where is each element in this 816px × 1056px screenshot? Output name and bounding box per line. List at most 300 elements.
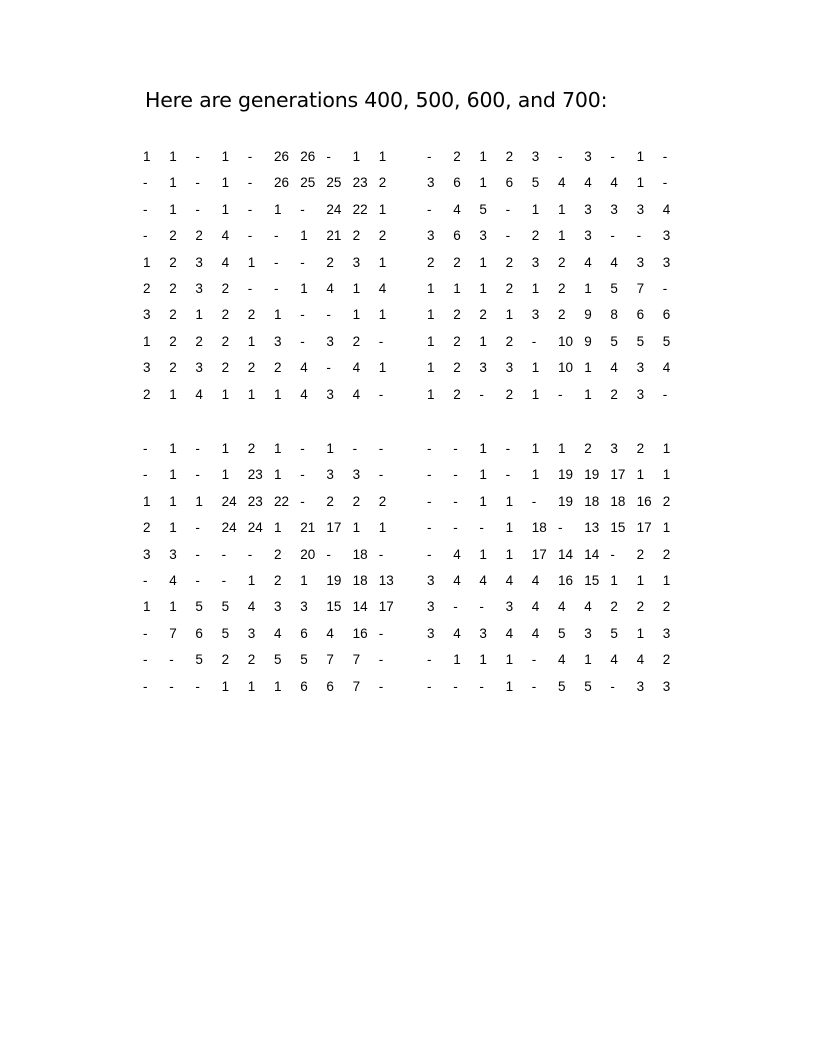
grid-cell: 1 xyxy=(378,201,387,217)
grid-cell: - xyxy=(453,678,458,694)
grid-cell: 6 xyxy=(636,307,645,323)
grid-cell: 3 xyxy=(610,441,618,456)
grid-cell: 1 xyxy=(221,467,230,483)
grid-cell: 1 xyxy=(479,493,487,509)
grid-cell: 9 xyxy=(584,307,592,323)
grid-cell: 1 xyxy=(169,493,177,509)
grid-cell: 5 xyxy=(636,333,645,349)
grid-cell: - xyxy=(479,386,484,402)
grid-cell: 3 xyxy=(531,254,540,270)
grid-cell: 3 xyxy=(479,625,487,641)
grid-cell: 1 xyxy=(169,201,177,217)
grid-cell: 1 xyxy=(274,520,282,536)
grid-cell: 1 xyxy=(352,520,361,536)
grid-cell: - xyxy=(610,546,615,562)
grid-cell: 2 xyxy=(247,441,256,456)
grid-cell: - xyxy=(195,678,200,694)
grid-cell: 3 xyxy=(636,254,645,270)
grid-cell: 1 xyxy=(505,678,514,694)
grid-cell: 20 xyxy=(300,546,316,562)
grid-cell: 4 xyxy=(169,573,177,588)
grid-cell: 5 xyxy=(221,625,230,641)
grid-cell: - xyxy=(531,652,537,668)
grid-cell: 2 xyxy=(378,175,387,191)
grid-cell: 3 xyxy=(662,254,671,270)
grid-cell: 23 xyxy=(247,467,263,483)
grid-cell: 1 xyxy=(378,520,387,536)
grid-cell: 1 xyxy=(479,149,487,164)
grid-cell: 4 xyxy=(584,175,592,191)
grid-cell: - xyxy=(143,652,148,668)
grid-cell: - xyxy=(662,386,668,402)
grid-cell: 3 xyxy=(143,307,151,323)
grid-cell: 3 xyxy=(505,599,514,615)
grid-cell: - xyxy=(300,333,305,349)
grid-cell: - xyxy=(453,467,458,483)
grid-cell: 4 xyxy=(662,360,671,376)
grid-cell: - xyxy=(195,175,200,191)
grid-cell: 1 xyxy=(143,254,151,270)
grid-cell: 4 xyxy=(453,201,461,217)
grid-cell: 3 xyxy=(479,228,487,244)
grid-cell: - xyxy=(300,307,305,323)
grid-cell: 2 xyxy=(558,307,566,323)
grid-cell: 7 xyxy=(352,652,361,668)
grid-cell: - xyxy=(378,546,384,562)
grid-cell: 19 xyxy=(584,467,600,483)
grid-cell: 3 xyxy=(274,333,282,349)
grid-cell: 3 xyxy=(143,546,151,562)
grid-cell: 21 xyxy=(300,520,316,536)
grid-cell: 2 xyxy=(427,254,435,270)
grid-cell: 24 xyxy=(221,493,237,509)
grid-cell: 1 xyxy=(427,360,435,376)
grid-cell: 1 xyxy=(143,333,151,349)
grid-cell: 3 xyxy=(531,149,540,164)
grid-cell: 1 xyxy=(662,573,671,588)
grid-cell: - xyxy=(247,201,253,217)
grid-cell: 25 xyxy=(300,175,316,191)
grid-cell: 16 xyxy=(352,625,368,641)
grid-cell: 6 xyxy=(662,307,671,323)
grid-cell: 6 xyxy=(300,678,308,694)
grid-cell: 4 xyxy=(326,281,334,296)
grid-cell: 6 xyxy=(453,228,461,244)
grid-cell: 3 xyxy=(427,573,435,588)
grid-cell: 2 xyxy=(479,307,487,323)
grid-cell: 1 xyxy=(300,573,308,588)
grid-cell: 17 xyxy=(610,467,626,483)
grid-cell: 5 xyxy=(195,652,203,668)
grid-cell: 1 xyxy=(221,678,230,694)
grid-cell: - xyxy=(531,678,537,694)
grid-cell: 1 xyxy=(427,386,435,402)
grid-cell: 3 xyxy=(662,678,671,694)
grid-cell: 1 xyxy=(221,201,230,217)
grid-cell: 4 xyxy=(558,652,566,668)
grid-cell: 23 xyxy=(352,175,368,191)
grid-cell: - xyxy=(479,520,484,536)
grid-cell: - xyxy=(143,441,148,456)
grid-cell: - xyxy=(427,149,432,164)
grid-cell: - xyxy=(274,228,279,244)
grid-cell: 1 xyxy=(531,281,540,296)
grid-cell: 1 xyxy=(636,467,645,483)
grid-cell: 18 xyxy=(531,520,547,536)
grid-cell: 3 xyxy=(274,599,282,615)
grid-cell: 1 xyxy=(505,493,514,509)
grid-cell: - xyxy=(453,441,458,456)
grid-cell: 15 xyxy=(584,573,600,588)
grid-cell: 1 xyxy=(378,360,387,376)
grid-cell: 1 xyxy=(247,254,256,270)
grid-cell: 1 xyxy=(584,386,592,402)
grid-cell: 3 xyxy=(352,467,361,483)
grid-cell: 2 xyxy=(453,149,461,164)
grid-cell: 1 xyxy=(326,441,334,456)
grid-cell: 4 xyxy=(453,573,461,588)
grid-cell: 2 xyxy=(662,652,671,668)
grid-cell: - xyxy=(531,333,537,349)
grid-cell: 2 xyxy=(247,360,256,376)
grid-cell: - xyxy=(610,149,615,164)
grid-cell: - xyxy=(221,546,227,562)
grid-cell: 3 xyxy=(326,467,334,483)
page-heading: Here are generations 400, 500, 600, and 700: xyxy=(145,88,608,112)
grid-cell: 2 xyxy=(584,441,592,456)
grid-cell: - xyxy=(378,625,384,641)
grid-cell: 1 xyxy=(221,149,230,164)
grid-cell: 5 xyxy=(479,201,487,217)
grid-cell: 6 xyxy=(326,678,334,694)
grid-cell: 5 xyxy=(610,625,618,641)
grid-cell: 16 xyxy=(636,493,652,509)
grid-cell: 13 xyxy=(378,573,394,588)
grid-cell: 1 xyxy=(378,254,387,270)
grid-cell: - xyxy=(453,493,458,509)
grid-cell: 26 xyxy=(274,175,290,191)
grid-cell: 3 xyxy=(427,625,435,641)
grid-cell: 2 xyxy=(221,281,230,296)
grid-cell: 3 xyxy=(427,175,435,191)
grid-cell: 2 xyxy=(453,307,461,323)
grid-cell: - xyxy=(427,201,432,217)
grid-cell: 2 xyxy=(352,333,361,349)
grid-cell: 1 xyxy=(169,386,177,402)
grid-cell: 2 xyxy=(143,520,151,536)
grid-cell: 2 xyxy=(221,333,230,349)
grid-cell: 2 xyxy=(636,599,645,615)
grid-cell: 4 xyxy=(505,573,514,588)
grid-cell: 4 xyxy=(531,573,540,588)
grid-cell: 1 xyxy=(143,493,151,509)
grid-cell: 2 xyxy=(352,228,361,244)
grid-cell: 4 xyxy=(195,386,203,402)
grid-cell: 2 xyxy=(169,307,177,323)
grid-cell: 4 xyxy=(352,360,361,376)
grid-cell: 6 xyxy=(300,625,308,641)
grid-cell: 1 xyxy=(247,678,256,694)
grid-cell: - xyxy=(427,652,432,668)
grid-cell: - xyxy=(427,520,432,536)
grid-cell: - xyxy=(352,441,358,456)
grid-cell: 2 xyxy=(326,493,334,509)
grid-cell: 4 xyxy=(531,599,540,615)
grid-cell: - xyxy=(378,333,384,349)
grid-cell: 1 xyxy=(300,281,308,296)
grid-cell: 22 xyxy=(274,493,290,509)
grid-cell: 1 xyxy=(584,652,592,668)
grid-cell: 3 xyxy=(352,254,361,270)
grid-cell: 3 xyxy=(662,228,671,244)
grid-cell: 14 xyxy=(558,546,574,562)
grid-cell: 4 xyxy=(610,254,618,270)
grid-cell: 1 xyxy=(169,149,177,164)
grid-cell: 1 xyxy=(479,175,487,191)
grid-cell: - xyxy=(300,441,305,456)
grid-cell: 2 xyxy=(221,652,230,668)
grid-cell: 1 xyxy=(531,467,540,483)
grid-cell: 19 xyxy=(558,467,574,483)
grid-cell: 7 xyxy=(169,625,177,641)
grid-cell: 21 xyxy=(326,228,342,244)
grid-cell: 22 xyxy=(352,201,368,217)
grid-cell: 4 xyxy=(352,386,361,402)
grid-cell: 3 xyxy=(300,599,308,615)
grid-cell: - xyxy=(505,467,511,483)
grid-cell: 24 xyxy=(326,201,342,217)
grid-cell: 1 xyxy=(636,625,645,641)
grid-cell: 1 xyxy=(195,307,203,323)
grid-cell: 1 xyxy=(427,333,435,349)
grid-cell: 2 xyxy=(274,546,282,562)
grid-cell: 5 xyxy=(558,625,566,641)
grid-cell: 14 xyxy=(352,599,368,615)
grid-cell: 1 xyxy=(505,546,514,562)
grid-cell: 8 xyxy=(610,307,618,323)
grid-cell: 1 xyxy=(584,360,592,376)
grid-cell: 2 xyxy=(558,254,566,270)
grid-cell: 2 xyxy=(505,149,514,164)
grid-cell: - xyxy=(274,281,279,296)
grid-cell: 2 xyxy=(169,281,177,296)
grid-cell: - xyxy=(531,493,537,509)
grid-cell: 1 xyxy=(531,386,540,402)
grid-cell: - xyxy=(427,546,432,562)
grid-cell: 6 xyxy=(453,175,461,191)
grid-cell: - xyxy=(247,175,253,191)
grid-cell: - xyxy=(169,652,174,668)
grid-cell: 2 xyxy=(505,281,514,296)
grid-cell: 1 xyxy=(274,441,282,456)
grid-cell: 2 xyxy=(326,254,334,270)
grid-cell: 1 xyxy=(531,201,540,217)
grid-cell: 4 xyxy=(221,228,230,244)
grid-cell: 7 xyxy=(352,678,361,694)
grid-cell: 3 xyxy=(584,149,592,164)
grid-cell: 2 xyxy=(636,441,645,456)
grid-cell: 2 xyxy=(169,360,177,376)
grid-cell: 4 xyxy=(610,175,618,191)
grid-cell: 1 xyxy=(453,652,461,668)
grid-cell: - xyxy=(427,441,432,456)
grid-cell: - xyxy=(247,281,253,296)
grid-cell: 1 xyxy=(479,254,487,270)
grid-cell: 1 xyxy=(247,573,256,588)
grid-cell: 4 xyxy=(662,201,671,217)
grid-cell: - xyxy=(274,254,279,270)
grid-cell: 4 xyxy=(610,652,618,668)
grid-cell: 18 xyxy=(352,546,368,562)
grid-cell: 3 xyxy=(247,625,256,641)
grid-cell: 2 xyxy=(662,493,671,509)
grid-cell: 1 xyxy=(610,573,618,588)
grid-cell: 10 xyxy=(558,333,574,349)
grid-cell: 1 xyxy=(479,281,487,296)
grid-cell: - xyxy=(610,678,615,694)
grid-cell: 3 xyxy=(143,360,151,376)
grid-cell: - xyxy=(505,228,511,244)
grid-cell: - xyxy=(427,678,432,694)
grid-cell: - xyxy=(143,678,148,694)
grid-cell: 1 xyxy=(274,467,282,483)
grid-cell: 1 xyxy=(505,307,514,323)
grid-cell: 3 xyxy=(427,228,435,244)
grid-cell: - xyxy=(326,360,331,376)
grid-cell: 1 xyxy=(427,281,435,296)
grid-cell: 1 xyxy=(479,467,487,483)
grid-cell: 1 xyxy=(169,441,177,456)
grid-cell: - xyxy=(326,149,331,164)
grid-cell: 3 xyxy=(195,254,203,270)
grid-cell: 2 xyxy=(505,254,514,270)
grid-cell: 5 xyxy=(195,599,203,615)
grid-cell: 4 xyxy=(247,599,256,615)
grid-cell: 4 xyxy=(453,625,461,641)
grid-cell: 4 xyxy=(378,281,387,296)
grid-cell: 7 xyxy=(636,281,645,296)
grid-cell: 2 xyxy=(453,333,461,349)
grid-cell: 1 xyxy=(505,652,514,668)
grid-cell: 6 xyxy=(505,175,514,191)
grid-cell: 18 xyxy=(610,493,626,509)
grid-cell: - xyxy=(378,652,384,668)
grid-cell: 5 xyxy=(274,652,282,668)
grid-cell: 3 xyxy=(584,201,592,217)
grid-cell: 3 xyxy=(636,201,645,217)
grid-cell: 2 xyxy=(505,333,514,349)
grid-cell: 1 xyxy=(169,175,177,191)
grid-cell: 5 xyxy=(610,281,618,296)
grid-cell: 5 xyxy=(584,678,592,694)
grid-cell: 1 xyxy=(352,149,361,164)
grid-cell: 2 xyxy=(531,228,540,244)
grid-cell: 1 xyxy=(221,386,230,402)
grid-cell: 6 xyxy=(195,625,203,641)
grid-cell: 4 xyxy=(610,360,618,376)
grid-cell: - xyxy=(247,546,253,562)
grid-cell: - xyxy=(479,599,484,615)
grid-cell: 1 xyxy=(662,520,671,536)
grid-cell: - xyxy=(143,467,148,483)
grid-cell: 19 xyxy=(326,573,342,588)
grid-cell: 3 xyxy=(169,546,177,562)
grid-cell: 1 xyxy=(274,201,282,217)
grid-cell: - xyxy=(143,228,148,244)
grid-cell: - xyxy=(143,573,148,588)
grid-cell: 2 xyxy=(143,281,151,296)
grid-cell: 5 xyxy=(531,175,540,191)
grid-cell: - xyxy=(505,441,511,456)
grid-cell: 2 xyxy=(453,386,461,402)
grid-cell: 2 xyxy=(378,493,387,509)
grid-cell: 1 xyxy=(584,281,592,296)
grid-cell: - xyxy=(453,520,458,536)
grid-cell: 1 xyxy=(247,386,256,402)
grid-cell: 3 xyxy=(195,360,203,376)
grid-cell: 3 xyxy=(584,625,592,641)
grid-cell: 3 xyxy=(584,228,592,244)
grid-cell: - xyxy=(300,201,305,217)
grid-cell: 2 xyxy=(558,281,566,296)
grid-cell: 2 xyxy=(610,386,618,402)
grid-cell: - xyxy=(378,467,384,483)
grid-cell: - xyxy=(143,201,148,217)
grid-cell: 1 xyxy=(427,307,435,323)
grid-cell: - xyxy=(505,201,511,217)
grid-cell: 1 xyxy=(636,573,645,588)
grid-cell: 2 xyxy=(169,228,177,244)
grid-cell: - xyxy=(558,386,563,402)
grid-cell: - xyxy=(378,441,384,456)
grid-cell: 1 xyxy=(662,441,671,456)
grid-cell: 2 xyxy=(274,573,282,588)
grid-cell: 4 xyxy=(300,386,308,402)
grid-cell: 3 xyxy=(636,360,645,376)
grid-cell: 1 xyxy=(453,281,461,296)
grid-cell: 2 xyxy=(453,360,461,376)
grid-cell: 3 xyxy=(662,625,671,641)
grid-cell: 1 xyxy=(169,599,177,615)
grid-cell: - xyxy=(662,149,668,164)
grid-cell: 3 xyxy=(505,360,514,376)
grid-cell: 2 xyxy=(352,493,361,509)
grid-cell: 1 xyxy=(274,678,282,694)
grid-cell: 4 xyxy=(505,625,514,641)
grid-cell: - xyxy=(300,493,305,509)
grid-cell: 3 xyxy=(531,307,540,323)
grid-cell: 13 xyxy=(584,520,600,536)
grid-cell: 3 xyxy=(326,386,334,402)
grid-cell: 3 xyxy=(326,333,334,349)
grid-cell: 1 xyxy=(274,386,282,402)
grid-cell: 3 xyxy=(636,386,645,402)
grid-cell: 5 xyxy=(662,333,671,349)
grid-cell: 1 xyxy=(479,441,487,456)
grid-cell: - xyxy=(221,573,227,588)
grid-cell: 2 xyxy=(247,652,256,668)
grid-cell: 5 xyxy=(300,652,308,668)
grid-cell: 1 xyxy=(169,467,177,483)
grid-cell: 17 xyxy=(326,520,342,536)
grid-cell: 1 xyxy=(143,599,151,615)
grid-cell: 1 xyxy=(662,467,671,483)
grid-cell: 2 xyxy=(195,228,203,244)
grid-cell: - xyxy=(247,149,253,164)
grid-cell: 4 xyxy=(584,254,592,270)
grid-cell: - xyxy=(247,228,253,244)
grid-cell: 1 xyxy=(558,228,566,244)
